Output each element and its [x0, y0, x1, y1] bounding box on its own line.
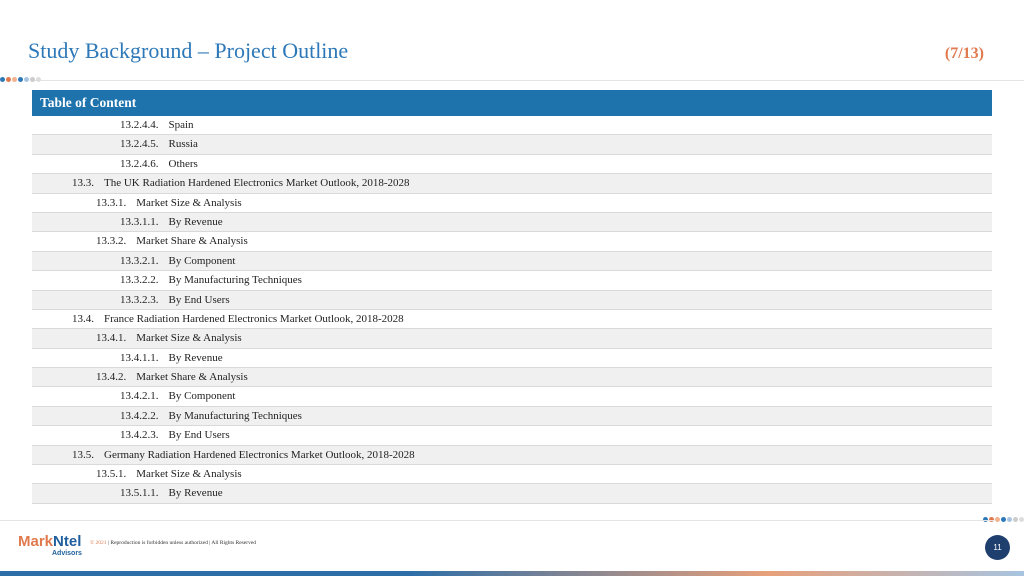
toc-row-label: Market Size & Analysis: [136, 468, 242, 481]
logo-ntel-text: Ntel: [53, 533, 82, 550]
toc-row-label: By End Users: [168, 293, 230, 306]
toc-row: [32, 407, 992, 426]
toc-row: [32, 368, 992, 387]
toc-row-number: 13.3.2.1.: [120, 254, 159, 267]
decorative-dot: [12, 77, 17, 82]
toc-row-label: By End Users: [168, 429, 230, 442]
toc-row: [32, 310, 992, 329]
toc-row-label: By Revenue: [168, 487, 223, 500]
toc-row: [32, 387, 992, 406]
decorative-dot: [995, 517, 1000, 522]
toc-row-label: Russia: [168, 138, 198, 151]
toc-row: [32, 155, 992, 174]
footer-color-bar: [0, 571, 1024, 576]
toc-row-label: Germany Radiation Hardened Electronics Market Outlook, 2018-2028: [104, 448, 415, 461]
toc-row: [32, 271, 992, 290]
toc-heading: Table of Content: [32, 90, 992, 116]
toc-row: [32, 116, 992, 135]
toc-row-number: 13.4.2.: [96, 371, 127, 384]
toc-row-label: By Revenue: [168, 215, 223, 228]
copyright-text: © 2021: [90, 540, 107, 546]
decorative-dot: [1001, 517, 1006, 522]
toc-row: [32, 484, 992, 503]
toc-row: [32, 252, 992, 271]
toc-row-label: The UK Radiation Hardened Electronics Market Outlook, 2018-2028: [104, 177, 410, 190]
toc-row: [32, 329, 992, 348]
toc-row-number: 13.4.2.2.: [120, 409, 159, 422]
toc-row-number: 13.5.: [72, 448, 94, 461]
page-number-badge: 11: [985, 535, 1010, 560]
logo-mark-text: Mark: [18, 533, 54, 550]
toc-row-number: 13.2.4.5.: [120, 138, 159, 151]
toc-row: [32, 349, 992, 368]
decorative-dot: [1013, 517, 1018, 522]
toc-row-number: 13.4.1.: [96, 332, 127, 345]
toc-row-label: Market Size & Analysis: [136, 196, 242, 209]
toc-row-number: 13.3.2.2.: [120, 274, 159, 287]
toc-row-number: 13.2.4.6.: [120, 157, 159, 170]
header-divider: [34, 80, 1024, 81]
toc-row: [32, 194, 992, 213]
toc-row: [32, 291, 992, 310]
decorative-dots-top: [0, 77, 41, 82]
toc-row-label: By Component: [168, 390, 236, 403]
rights-text: | Reproduction is forbidden unless authorized | All Rights Reserved: [106, 540, 257, 546]
toc-rows: [32, 116, 992, 504]
decorative-dot: [30, 77, 35, 82]
decorative-dot: [0, 77, 5, 82]
toc-row-number: 13.5.1.: [96, 468, 127, 481]
footer-divider: [0, 520, 994, 521]
toc-row-number: 13.3.1.1.: [120, 215, 159, 228]
page-counter: (7/13): [944, 45, 984, 62]
toc-row-label: Spain: [168, 119, 194, 131]
toc-row-label: France Radiation Hardened Electronics Market Outlook, 2018-2028: [104, 312, 404, 325]
toc-row-number: 13.3.1.: [96, 196, 127, 209]
toc-row-number: 13.5.1.1.: [120, 487, 159, 500]
decorative-dot: [24, 77, 29, 82]
toc-row-label: Market Size & Analysis: [136, 332, 242, 345]
toc-row-number: 13.4.1.1.: [120, 351, 159, 364]
toc-row: [32, 232, 992, 251]
toc-row: [32, 446, 992, 465]
decorative-dot: [36, 77, 41, 82]
toc-row-number: 13.4.: [72, 312, 94, 325]
toc-row-label: By Revenue: [168, 351, 223, 364]
logo-subtitle: Advisors: [52, 550, 82, 557]
toc-row: [32, 426, 992, 445]
decorative-dot: [18, 77, 23, 82]
decorative-dot: [1007, 517, 1012, 522]
toc-row-number: 13.3.2.3.: [120, 293, 159, 306]
footer-notice: [90, 540, 256, 546]
table-of-content: [32, 90, 992, 504]
toc-row: [32, 213, 992, 232]
toc-row-label: Market Share & Analysis: [136, 371, 248, 384]
toc-row-number: 13.2.4.4.: [120, 119, 159, 131]
toc-row-number: 13.3.: [72, 177, 94, 190]
toc-row: [32, 135, 992, 154]
decorative-dot: [6, 77, 11, 82]
toc-row-label: Market Share & Analysis: [136, 235, 248, 248]
toc-row-number: 13.3.2.: [96, 235, 127, 248]
toc-row-label: By Manufacturing Techniques: [168, 409, 302, 422]
toc-row: [32, 465, 992, 484]
toc-row-number: 13.4.2.1.: [120, 390, 159, 403]
toc-row-label: Others: [168, 157, 198, 170]
decorative-dot: [1019, 517, 1024, 522]
marknteL-logo: [18, 533, 81, 550]
toc-row-label: By Manufacturing Techniques: [168, 274, 302, 287]
toc-row-number: 13.4.2.3.: [120, 429, 159, 442]
toc-row-label: By Component: [168, 254, 236, 267]
page-title: Study Background – Project Outline: [28, 38, 349, 63]
toc-row: [32, 174, 992, 193]
